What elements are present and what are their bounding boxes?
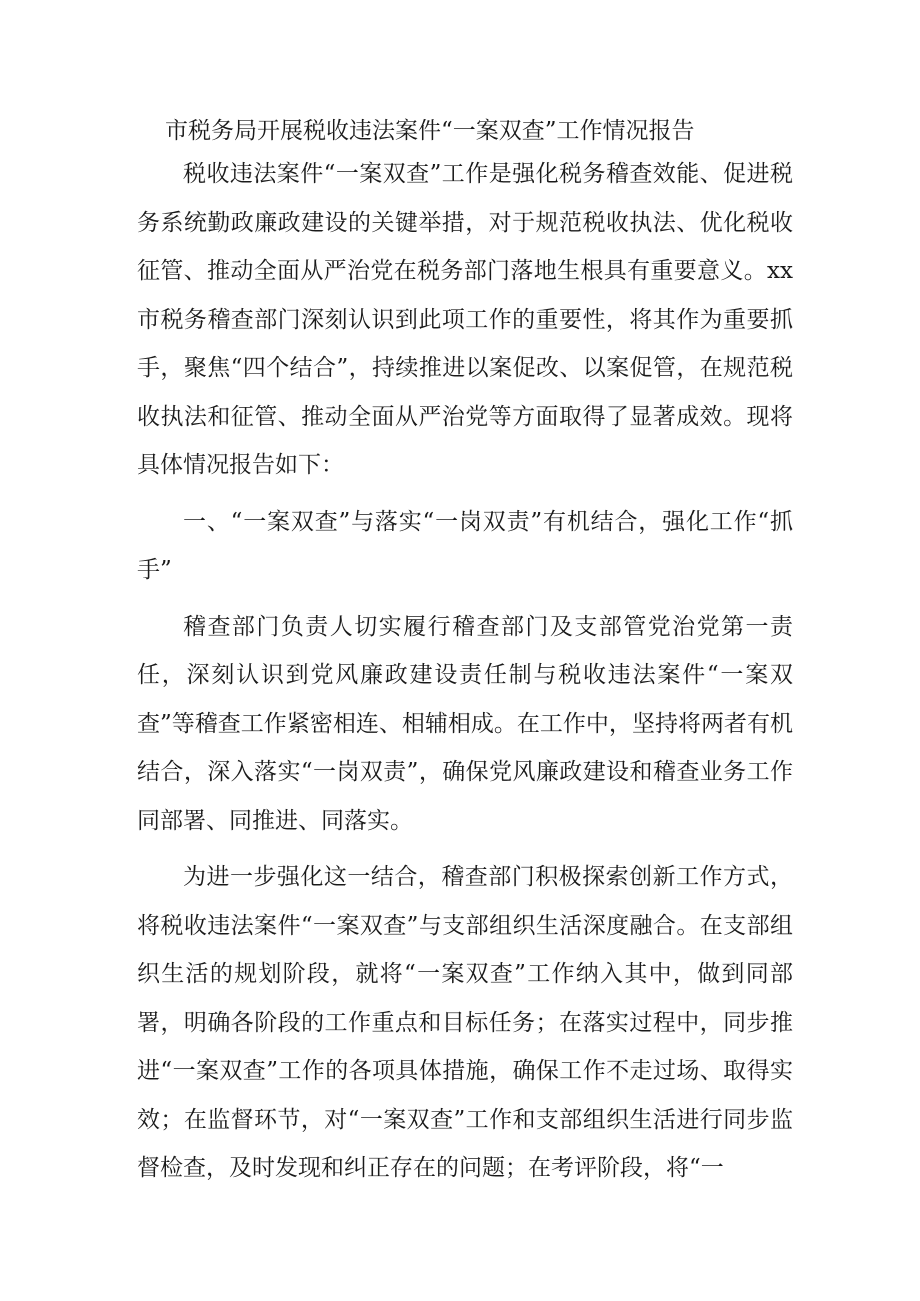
intro-paragraph: 税收违法案件“一案双查”工作是强化税务稽查效能、促进税务系统勤政廉政建设的关键举措，对于规范税收执法、优化税收征管、推动全面从严治党在税务部门落地生根具有重要意义。xx市税务稽查部门深刻认识到此项工作的重要性，将其作为重要抓手，聚焦“四个结合”，持续推进以案促改、以案促管，在规范税收执法和征管、推动全面从严治党等方面取得了显著成效。现将具体情况报告如下：: [137, 161, 793, 478]
section-1-paragraph-1: 稽查部门负责人切实履行稽查部门及支部管党治党第一责任，深刻认识到党风廉政建设责任制与税收违法案件“一案双查”等稽查工作紧密相连、相辅相成。在工作中，坚持将两者有机结合，深入落实“一岗双责”，确保党风廉政建设和稽查业务工作同部署、同推进、同落实。: [137, 613, 793, 834]
document-title: 市税务局开展税收违法案件“一案双查”工作情况报告: [165, 118, 695, 144]
document-body: [137, 112, 793, 1193]
section-heading-1: 一、“一案双查”与落实“一岗双责”有机结合，强化工作“抓手”: [137, 508, 793, 583]
section-1-paragraph-2: 为进一步强化这一结合，稽查部门积极探索创新工作方式，将税收违法案件“一案双查”与支部组织生活深度融合。在支部组织生活的规划阶段，就将“一案双查”工作纳入其中，做到同部署，明确各阶段的工作重点和目标任务；在落实过程中，同步推进“一案双查”工作的各项具体措施，确保工作不走过场、取得实效；在监督环节，对“一案双查”工作和支部组织生活进行同步监督检查，及时发现和纠正存在的问题；在考评阶段，将“一: [137, 864, 793, 1181]
